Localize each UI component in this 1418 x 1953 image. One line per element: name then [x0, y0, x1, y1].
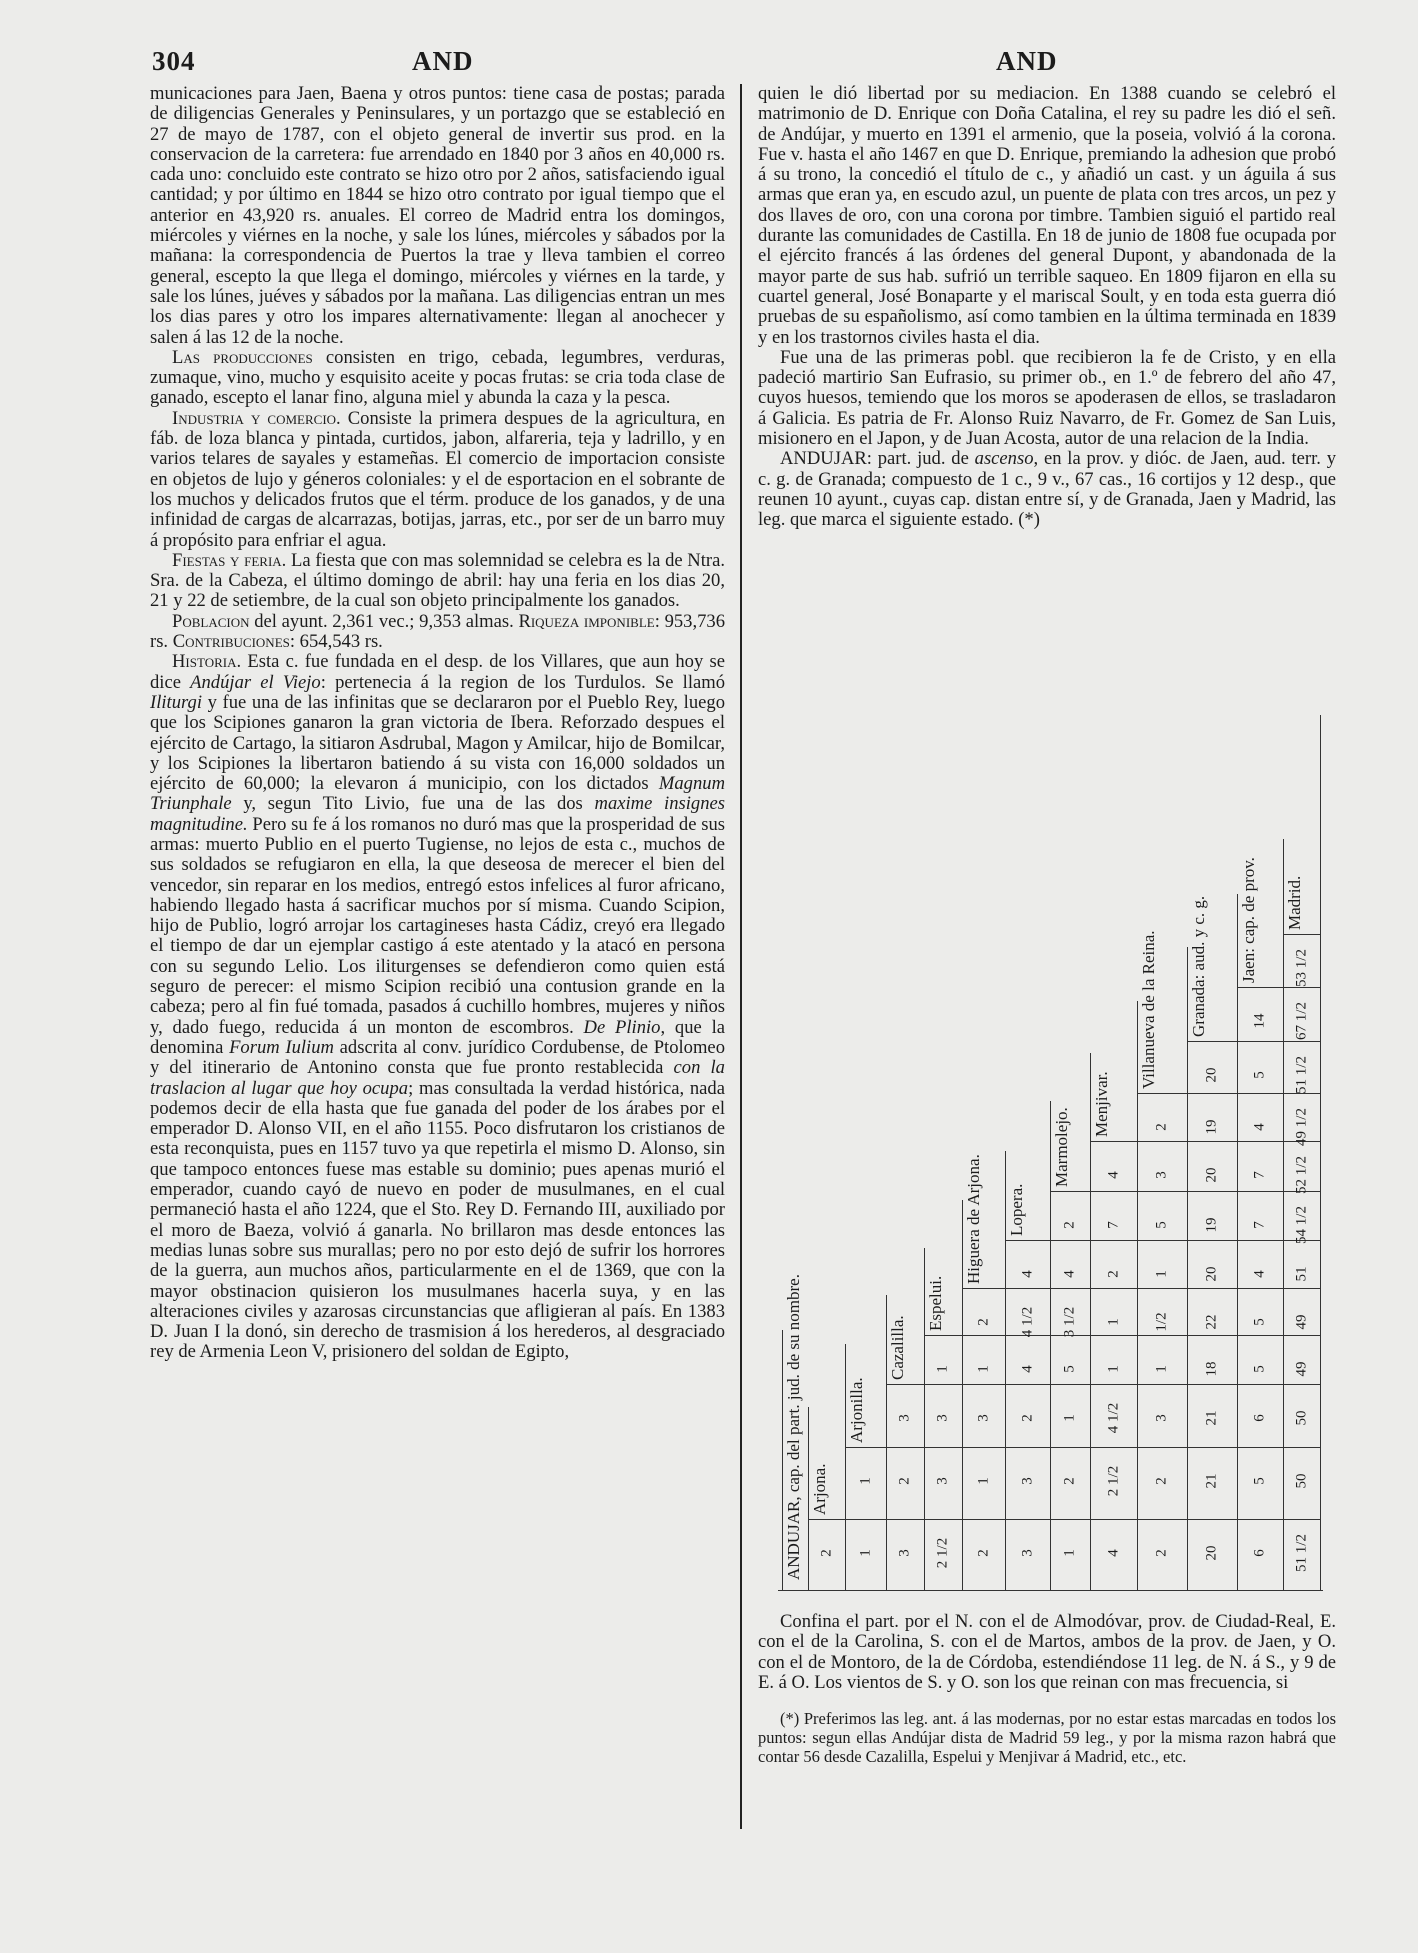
table-cell-separator: [1237, 1191, 1283, 1192]
table-cell-separator: [1137, 1288, 1187, 1289]
italic-term: Andújar el Viejo: [190, 671, 321, 693]
table-cell: 3: [975, 1414, 991, 1422]
table-cell-separator: [1237, 1335, 1283, 1336]
italic-term: ascenso: [974, 448, 1034, 470]
table-band-line: [1137, 1001, 1138, 1590]
table-cell: 4: [1061, 1270, 1078, 1278]
paragraph-text: y, segun Tito Livio, fue una de las dos: [231, 793, 595, 815]
paragraph-confina: Confina el part. por el N. con el de Almodóvar, prov. de Ciudad-Real, E. con el de la Carolina, S. con el de Martos, ambos de la prov. de Jaen, y O. con el de Montoro, de la de Córdoba, estendiéndose 11 leg. de N. á S., y 9 de E. á O. Los vientos de S. y O. son los que reinan con mas frecuencia, si: [758, 1611, 1336, 1693]
table-cell: 2: [1019, 1414, 1035, 1422]
table-cell: 1: [1105, 1318, 1121, 1326]
table-cell: 3: [1019, 1477, 1035, 1485]
table-cell-separator: [1090, 1191, 1137, 1192]
table-cell: 5: [1251, 1477, 1268, 1485]
section-head: Contribuciones:: [172, 631, 296, 653]
table-cell: 5: [1061, 1365, 1078, 1373]
table-cell-separator: [1237, 1384, 1283, 1385]
table-cell-separator: [1283, 1335, 1320, 1336]
table-cell: 49: [1293, 1314, 1309, 1330]
table-cell-separator: [924, 1519, 962, 1520]
table-cell: 51 1/2: [1293, 1056, 1309, 1094]
table-cell: 1: [857, 1549, 873, 1557]
table-cell: 4: [1251, 1270, 1268, 1278]
table-cell: 4: [1105, 1549, 1121, 1557]
table-cell: 54 1/2: [1293, 1206, 1309, 1244]
paragraph-text: del ayunt. 2,361 vec.; 9,353 almas.: [249, 610, 519, 632]
table-cell-separator: [1005, 1240, 1050, 1241]
table-cell: 1: [975, 1477, 991, 1485]
table-cell-separator: [886, 1384, 924, 1385]
table-cell: 1: [1153, 1365, 1170, 1373]
table-cell: 3: [1153, 1171, 1170, 1179]
table-cell-separator: [962, 1384, 1005, 1385]
table-cell-separator: [1283, 934, 1320, 935]
footnote-rule: [758, 1693, 1336, 1709]
section-head: Las producciones: [172, 346, 313, 368]
table-place-label: Madrid.: [1285, 875, 1304, 930]
section-head: Historia.: [172, 651, 242, 673]
paragraph-fe-cristo: Fue una de las primeras pobl. que recibieron la fe de Cristo, y en ella padeció martirio San Eufrasio, su primer ob., en 1.º de febrero del año 47, cuyos huesos, temiendo que los moros se apoderasen de ellos, se trasladaron á Galicia. Es patria de Fr. Alonso Ruiz Navarro, de Fr. Gomez de San Luis, misionero en el Japon, y de Juan Acosta, autor de una relacion de la India.: [758, 346, 1336, 450]
table-place-label: Menjivar.: [1092, 1071, 1111, 1137]
italic-term: Iliturgi: [150, 691, 202, 713]
table-cell-separator: [1187, 1240, 1237, 1241]
table-cell-separator: [1090, 1240, 1137, 1241]
table-cell: 2: [818, 1549, 834, 1557]
table-cell: 1: [1105, 1365, 1121, 1373]
table-cell: 6: [1251, 1414, 1268, 1422]
table-cell: 2: [1061, 1221, 1078, 1229]
table-cell: 4 1/2: [1105, 1402, 1121, 1434]
paragraph-text: , que la denomina: [150, 1016, 725, 1058]
table-cell-separator: [1283, 1519, 1320, 1520]
table-cell-separator: [1090, 1141, 1137, 1142]
table-place-label: Lopera.: [1007, 1183, 1026, 1236]
table-cell-separator: [808, 1519, 845, 1520]
italic-term: De Plinio: [583, 1016, 661, 1038]
table-cell: 49: [1293, 1361, 1309, 1377]
table-cell: 1: [857, 1477, 873, 1485]
table-cell: 53 1/2: [1293, 949, 1309, 987]
table-cell: 67 1/2: [1293, 1002, 1309, 1040]
table-cell-separator: [1237, 1041, 1283, 1042]
paragraph-text: Esta c. fue fundada en el desp. de los Villares, que aun hoy se dice: [150, 651, 725, 693]
table-cell: 52 1/2: [1293, 1156, 1309, 1194]
table-cell: 49 1/2: [1293, 1108, 1309, 1146]
table-cell: 20: [1203, 1266, 1220, 1282]
table-cell: 51: [1293, 1266, 1309, 1282]
table-cell-separator: [1187, 1093, 1237, 1094]
italic-term: Forum Iulium: [229, 1036, 334, 1058]
table-cell: 1: [1153, 1270, 1170, 1278]
table-band-line: [782, 1330, 783, 1590]
table-cell-separator: [962, 1447, 1005, 1448]
table-cell-separator: [1283, 1041, 1320, 1042]
section-head: Fiestas y feria.: [172, 549, 287, 571]
table-cell-separator: [1090, 1335, 1137, 1336]
table-cell: 4: [1019, 1270, 1035, 1278]
table-band-line: [1187, 947, 1188, 1590]
table-cell: 3: [1153, 1414, 1170, 1422]
table-cell: 20: [1203, 1545, 1220, 1561]
table-cell-separator: [1237, 1240, 1283, 1241]
table-cell-separator: [1187, 1288, 1237, 1289]
italic-term: Magnum Triunphale: [150, 773, 725, 815]
table-cell: 7: [1105, 1221, 1121, 1229]
table-cell-separator: [1187, 1141, 1237, 1142]
table-cell-separator: [1137, 1519, 1187, 1520]
table-cell-separator: [1237, 1519, 1283, 1520]
table-cell: 3: [934, 1414, 951, 1422]
table-cell-separator: [1283, 987, 1320, 988]
footnote: (*) Preferimos las leg. ant. á las modernas, por no estar estas marcadas en todos los puntos: segun ellas Andújar dista de Madrid 59 leg., y por la misma razon habrá que contar 56 desde Cazalilla, Espelui y Menjivar á Madrid, etc., etc.: [758, 1709, 1336, 1767]
table-cell: 2: [896, 1477, 913, 1485]
table-cell: 6: [1251, 1549, 1268, 1557]
table-cell-separator: [924, 1384, 962, 1385]
paragraph-text: : part. jud. de: [866, 448, 975, 470]
table-cell: 4: [1019, 1365, 1035, 1373]
table-cell-separator: [1090, 1447, 1137, 1448]
table-cell-separator: [1137, 1141, 1187, 1142]
table-cell: 2: [1153, 1123, 1170, 1131]
table-cell-separator: [1137, 1093, 1187, 1094]
table-cell: 19: [1203, 1217, 1220, 1233]
table-band-line: [1050, 1101, 1051, 1590]
table-cell-separator: [1187, 1191, 1237, 1192]
left-running-head: AND: [412, 46, 474, 76]
table-place-label: Villanueva de la Reina.: [1139, 930, 1158, 1089]
table-cell-separator: [1187, 1384, 1237, 1385]
table-cell: 22: [1203, 1314, 1220, 1330]
table-cell: 4 1/2: [1019, 1306, 1035, 1338]
entry-head: ANDUJAR: [780, 448, 867, 470]
table-cell-separator: [962, 1288, 1005, 1289]
table-place-label: Jaen: cap. de prov.: [1239, 857, 1258, 983]
table-cell-separator: [1005, 1447, 1050, 1448]
table-cell: 3: [896, 1414, 913, 1422]
table-cell: 2: [975, 1549, 991, 1557]
paragraph-text: y fue una de las infinitas que se declararon por el Pueblo Rey, luego que los Scipiones ganaron la gran victoria de Ibera. Reforzado despues el ejército de Cartago, la sitiaron Asdrubal, Magon y Amilcar, hijo de Bomilcar, y los Scipiones la libertaron batiendo á su vista con 16,000 soldados un ejército de 60,000; la elevaron á municipio, con los dictados: [150, 691, 725, 795]
table-cell: 2: [1153, 1549, 1170, 1557]
table-band-line: [1320, 715, 1321, 1590]
table-cell-separator: [1050, 1447, 1090, 1448]
table-cell: 2 1/2: [1105, 1465, 1121, 1497]
table-cell: 3: [934, 1477, 951, 1485]
table-cell: 2: [1105, 1270, 1121, 1278]
table-place-label: Cazalilla.: [888, 1315, 907, 1380]
table-cell: 7: [1251, 1171, 1268, 1179]
paragraph-text: : pertenecia á la region de los Turdulos. Se llamó: [320, 671, 725, 693]
table-cell: 1: [934, 1365, 951, 1373]
table-cell-separator: [1283, 1447, 1320, 1448]
table-bottom-rule: [778, 1590, 1323, 1591]
table-cell: 5: [1251, 1318, 1268, 1326]
table-band-line: [924, 1248, 925, 1590]
table-cell-separator: [1187, 1519, 1237, 1520]
table-cell: 51 1/2: [1293, 1534, 1309, 1572]
table-cell-separator: [1137, 1335, 1187, 1336]
table-cell-separator: [886, 1447, 924, 1448]
table-cell-separator: [1187, 1447, 1237, 1448]
paragraph-text: Pero su fe á los romanos no duró mas que la prosperidad de sus armas: muerto Publio en el puerto Tugiense, no lejos de esta c., muchos de sus soldados se refugiaron en ella, la que deseosa de merecer el bien del vencedor, sin reparar en los medios, entregó estos infelices al furor africano, habiendo llegado hasta á sacrificar muchos por sí misma. Cuando Scipion, hijo de Publio, logró arrojar los cartagineses hasta Cádiz, creyó era llegado el tiempo de dar un ejemplar castigo á este atentado y la atacó en persona con su segundo Lelio. Los iliturgenses se defendieron como quien está seguro de perecer: el mismo Scipion recibió una contusion grande en la cabeza; pero al fin fué tomada, pasados á cuchillo hombres, mujeres y niños y, dado fuego, reducida á un monton de escombros.: [150, 813, 725, 1038]
table-band-line: [962, 1200, 963, 1590]
table-cell: 1: [1061, 1549, 1078, 1557]
table-cell: 2: [975, 1318, 991, 1326]
table-place-label: Marmolejo.: [1052, 1107, 1071, 1187]
table-cell: 3: [896, 1549, 913, 1557]
table-band-line: [1283, 839, 1284, 1590]
table-cell-separator: [886, 1519, 924, 1520]
table-cell: 21: [1203, 1473, 1220, 1489]
section-head: Riqueza imponible:: [518, 610, 660, 632]
italic-term: con la traslacion al lugar que hoy ocupa: [150, 1057, 725, 1099]
table-cell: 21: [1203, 1410, 1220, 1426]
table-cell: 19: [1203, 1119, 1220, 1135]
page-number: 304: [152, 46, 196, 76]
table-cell-separator: [1283, 1288, 1320, 1289]
table-cell: 5: [1251, 1071, 1268, 1079]
paragraph-text: 953,736 rs.: [150, 610, 726, 653]
paragraph-history-cont: quien le dió libertad por su mediacion. En 1388 cuando se celebró el matrimonio de D. Enrique con Doña Catalina, el rey su padre les dió el señ. de Andújar, y muerto en 1391 el armenio, que la poseia, volvió á la corona. Fue v. hasta el año 1467 en que D. Enrique, premiando la adhesion que probó á su trono, la concedió el título de c., y añadió un cast. y un águila á sus armas que eran ya, en escudo azul, un puente de plata con tres arcos, un pez y dos llaves de oro, con una corona por timbre. Tambien siguió el partido real durante las comunidades de Castilla. En 18 de junio de 1808 fue ocupada por el ejército francés á las órdenes del general Dupont, y abandonada de la mayor parte de sus hab. sufrió un terrible saqueo. En 1809 fijaron en ella su cuartel general, José Bonaparte y el mariscal Soult, y en toda esta guerra dió pruebas de su españolismo, así como tambien en la última terminada en 1839 y en los trastornos civiles hasta el dia.: [758, 83, 1336, 348]
table-cell-separator: [1050, 1519, 1090, 1520]
table-cell-separator: [962, 1519, 1005, 1520]
table-cell-separator: [1187, 1335, 1237, 1336]
table-cell: 50: [1293, 1473, 1309, 1489]
table-place-label: Arjonilla.: [847, 1377, 866, 1443]
table-cell: 7: [1251, 1221, 1268, 1229]
right-running-head: AND: [996, 46, 1058, 76]
table-cell: 5: [1153, 1221, 1170, 1229]
table-band-line: [808, 1407, 809, 1590]
table-cell-separator: [1237, 987, 1283, 988]
table-cell: 2: [1061, 1477, 1078, 1485]
section-head: Poblacion: [172, 610, 250, 632]
table-cell: 1: [975, 1365, 991, 1373]
table-band-line: [845, 1344, 846, 1590]
table-cell: 3 1/2: [1061, 1306, 1078, 1338]
paragraph-text: , en la prov. y dióc. de Jaen, aud. terr. y c. g. de Granada; compuesto de 1 c., 9 v., 67 cas., 16 cortijos y 12 desp., que reunen 10 ayunt., cuyas cap. distan entre sí, y de Granada, Jaen y Madrid, las leg. que marca el siguiente estado. (*): [758, 448, 1336, 531]
table-place-label: Arjona.: [810, 1463, 829, 1515]
table-cell: 2 1/2: [934, 1537, 951, 1569]
table-band-line: [1090, 1053, 1091, 1590]
table-cell-separator: [1005, 1288, 1050, 1289]
table-band-line: [1005, 1151, 1006, 1590]
table-cell: 3: [1019, 1549, 1035, 1557]
table-cell-separator: [1237, 1288, 1283, 1289]
paragraph-text: Consiste la primera despues de la agricultura, en fáb. de loza blanca y pintada, curtidos, jabon, alfareria, teja y ladrillo, y en varios telares de sayales y estameñas. El comercio de importacion consiste en objetos de lujo y géneros coloniales: y el de esportacion en el sobrante de los muchos y delicados frutos que el térm. produce de los ganados, y de una infinidad de cargas de alcarrazas, botijas, jarras, etc., por ser de un barro muy á propósito para enfriar el agua.: [150, 407, 725, 551]
paragraph-text: La fiesta que con mas solemnidad se celebra es la de Ntra. Sra. de la Cabeza, el último domingo de abril: hay una feria en los dias 20, 21 y 22 de setiembre, de la cual son objeto principalmente los ganados.: [150, 549, 725, 612]
paragraph-communications: municaciones para Jaen, Baena y otros puntos: tiene casa de postas; parada de diligencias Generales y Peninsulares, y un portazgo que se estableció en 27 de mayo de 1787, con el objeto general de invertir sus prod. en la conservacion de la carretera: fue arrendado en 1840 por 3 años en 40,000 rs. cada uno: concluido este contrato se hizo otro por 2 años, satisfaciendo igual cantidad; y por último en 1844 se hizo otro contrato por igual tiempo que el anterior en 43,920 rs. anuales. El correo de Madrid entra los domingos, miércoles y viérnes en la noche, y sale los lúnes, miércoles y sábados por la mañana: la correspondencia de Puertos la trae y lleva tambien el correo general, escepto la que llega el domingo, miércoles y viérnes en la tarde, y sale los lúnes, juéves y sábados por la mañana. Las diligencias entran un mes los dias pares y otro los impares alternativamente: llegan al anochecer y salen á las 12 de la noche.: [150, 83, 725, 348]
table-cell-separator: [1187, 1041, 1237, 1042]
table-cell: 5: [1251, 1365, 1268, 1373]
table-cell: 20: [1203, 1067, 1220, 1083]
table-place-label: Higuera de Arjona.: [964, 1154, 983, 1284]
table-cell-separator: [845, 1519, 886, 1520]
table-cell: 4: [1105, 1171, 1121, 1179]
table-cell: 1/2: [1153, 1312, 1170, 1332]
right-column-bottom: [758, 1612, 1336, 1766]
table-cell-separator: [1005, 1384, 1050, 1385]
table-cell-separator: [1283, 1384, 1320, 1385]
table-cell-separator: [1050, 1240, 1090, 1241]
table-place-label: ANDUJAR, cap. del part. jud. de su nombre.: [784, 1274, 803, 1580]
section-head: Industria y comercio.: [172, 407, 341, 429]
table-cell: 14: [1251, 1013, 1268, 1029]
table-cell-separator: [1237, 1141, 1283, 1142]
table-band-line: [1237, 894, 1238, 1590]
table-cell-separator: [1050, 1288, 1090, 1289]
table-cell-separator: [1050, 1191, 1090, 1192]
table-cell-separator: [1137, 1191, 1187, 1192]
table-place-label: Granada: aud. y c. g.: [1189, 895, 1208, 1037]
table-cell-separator: [1005, 1519, 1050, 1520]
table-cell-separator: [1090, 1384, 1137, 1385]
paragraph-text: ; mas consultada la verdad histórica, nada podemos decir de ella hasta que fue ganada del poder de los árabes por el emperador D. Alonso VII, en el año 1155. Poco disfrutaron los cristianos de esta reconquista, pues en 1157 tuvo ya que repetirla el mismo D. Alonso, sin que tampoco entonces fuese mas estable su dominio; pues apenas murió el emperador, cuando cayó de nuevo en poder de musulmanes, en el cual permaneció hasta el año 1224, que el Sto. Rey D. Fernando III, auxiliado por el moro de Baeza, volvió á ganarla. No brillaron mas desde entonces las medias lunas sobre sus murallas; pero no por esto dejó de sufrir los horrores de la guerra, aun muchos años, particularmente en el de 1369, que con la mayor obstinacion quisieron los musulmanes hacerla suya, y en las alteraciones civiles y azarosas circunstancias que afligieran al país. En 1383 D. Juan I la donó, sin derecho de trasmision á los herederos, al desgraciado rey de Armenia Leon V, prisionero del soldan de Egipto,: [150, 1077, 725, 1363]
table-cell-separator: [1090, 1288, 1137, 1289]
table-cell: 4: [1251, 1123, 1268, 1131]
table-cell-separator: [1090, 1519, 1137, 1520]
table-cell: 2: [1153, 1477, 1170, 1485]
table-band-line: [886, 1295, 887, 1590]
table-cell-separator: [924, 1335, 962, 1336]
table-cell: 1: [1061, 1414, 1078, 1422]
italic-term: maxime insignes magnitudine.: [150, 793, 726, 835]
table-place-label: Espelui.: [926, 1275, 945, 1331]
table-cell-separator: [924, 1447, 962, 1448]
table-cell: 50: [1293, 1410, 1309, 1426]
table-cell: 18: [1203, 1361, 1220, 1377]
paragraph-text: adscrita al conv. jurídico Cordubense, de Ptolomeo y del itinerario de Antonino consta que fue pronto restablecida: [150, 1036, 725, 1079]
table-cell: 20: [1203, 1167, 1220, 1183]
paragraph-text: consisten en trigo, cebada, legumbres, verduras, zumaque, vino, mucho y esquisito aceite y pocas frutas: se cria toda clase de ganado, escepto el lanar fino, alguna miel y abunda la caza y la pesca.: [150, 346, 725, 409]
paragraph-text: 654,543 rs.: [295, 631, 383, 653]
table-cell-separator: [1137, 1384, 1187, 1385]
table-cell-separator: [845, 1447, 886, 1448]
table-cell-separator: [962, 1335, 1005, 1336]
table-cell-separator: [1237, 1447, 1283, 1448]
table-cell-separator: [1137, 1240, 1187, 1241]
table-cell-separator: [1050, 1384, 1090, 1385]
table-cell-separator: [1237, 1093, 1283, 1094]
table-cell-separator: [1137, 1447, 1187, 1448]
